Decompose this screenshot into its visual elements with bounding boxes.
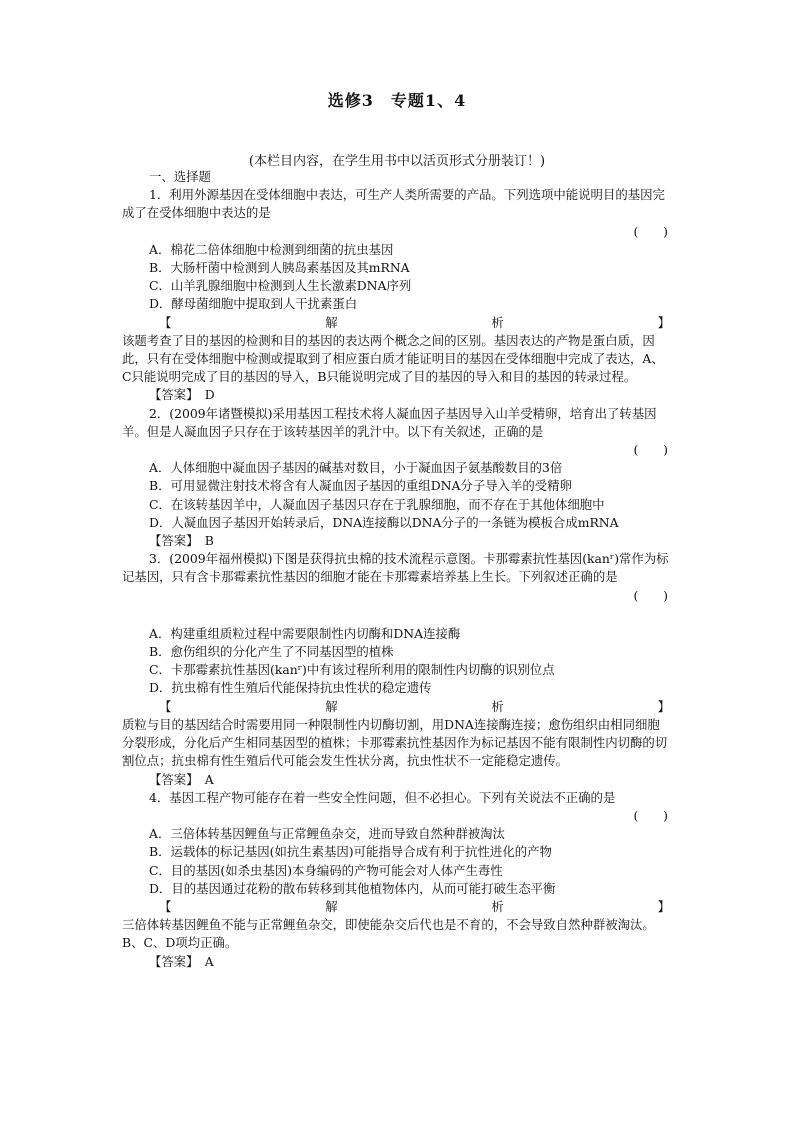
option: A．三倍体转基因鲤鱼与正常鲤鱼杂交，进而导致自然种群被淘汰 bbox=[149, 826, 505, 842]
answer-blank: ( ) bbox=[633, 807, 668, 823]
question-4-analysis: 三倍体转基因鲤鱼不能与正常鲤鱼杂交，即使能杂交后代也是不育的，不会导致自然种群被淘汰。B、C、D项均正确。 bbox=[122, 917, 655, 951]
option: C．在该转基因羊中，人凝血因子基因只存在于乳腺细胞，而不存在于其他体细胞中 bbox=[149, 496, 605, 512]
bracket-left: 【 bbox=[159, 314, 172, 330]
option: A．棉花二倍体细胞中检测到细菌的抗虫基因 bbox=[149, 241, 394, 257]
answer-blank: ( ) bbox=[633, 587, 668, 603]
question-4-stem: 4．基因工程产物可能存在着一些安全性问题，但不必担心。下列有关说法不正确的是 bbox=[149, 789, 616, 805]
bracket-left: 【 bbox=[159, 698, 172, 714]
question-1-analysis: 该题考查了目的基因的检测和目的基因的表达两个概念之间的区别。基因表达的产物是蛋白质，因此，只有在受体细胞中检测或提取到了相应蛋白质才能证明目的基因在受体细胞中完成了表达，A、C只能说明完成了目的基因的导入，B只能说明完成了目的基因的导入和目的基因的转录过程。 bbox=[122, 332, 664, 385]
binding-note: (本栏目内容，在学生用书中以活页形式分册装订！) bbox=[248, 154, 546, 169]
bracket-right: 】 bbox=[657, 314, 670, 330]
option: A．构建重组质粒过程中需要限制性内切酶和DNA连接酶 bbox=[149, 625, 461, 641]
option: D．抗虫棉有性生殖后代能保持抗虫性状的稳定遗传 bbox=[149, 680, 432, 696]
question-2-stem: 2．(2009年诸暨模拟)采用基因工程技术将人凝血因子基因导入山羊受精卵，培育出了转基因羊。但是人凝血因子只存在于该转基因羊的乳汁中。以下有关叙述，正确的是 bbox=[122, 405, 657, 439]
analysis-heading bbox=[122, 898, 670, 916]
option: B．愈伤组织的分化产生了不同基因型的植株 bbox=[149, 644, 394, 660]
analysis-char-1: 解 bbox=[325, 898, 338, 914]
bracket-right: 】 bbox=[657, 698, 670, 714]
answer-blank: ( ) bbox=[633, 442, 668, 458]
answer-label: 【答案】 bbox=[149, 533, 193, 549]
document-body bbox=[122, 168, 670, 971]
question-1-stem: 1．利用外源基因在受体细胞中表达，可生产人类所需要的产品。下列选项中能说明目的基因完成了在受体细胞中表达的是 bbox=[122, 187, 665, 221]
question-3-analysis: 质粒与目的基因结合时需要用同一种限制性内切酶切割，用DNA连接酶连接；愈伤组织由相同细胞分裂形成，分化后产生相同基因型的植株；卡那霉素抗性基因作为标记基因不能有限制性内切酶的切割位点；抗虫棉有性生殖后代可能会发生性状分离，抗虫性状不一定能稳定遗传。 bbox=[122, 716, 668, 769]
option: C．山羊乳腺细胞中检测到人生长激素DNA序列 bbox=[149, 278, 412, 294]
section-heading: 一、选择题 bbox=[149, 169, 211, 184]
question-1-answer bbox=[122, 386, 670, 404]
page-title: 选修3 专题1、4 bbox=[327, 91, 467, 110]
question-2-answer bbox=[122, 532, 670, 550]
option: C．目的基因(如杀虫基因)本身编码的产物可能会对人体产生毒性 bbox=[149, 862, 503, 878]
option: D．酵母菌细胞中提取到人干扰素蛋白 bbox=[149, 296, 358, 312]
option: D．目的基因通过花粉的散布转移到其他植物体内，从而可能打破生态平衡 bbox=[149, 880, 556, 896]
option: B．大肠杆菌中检测到人胰岛素基因及其mRNA bbox=[149, 260, 410, 276]
question-3-stem: 3．(2009年福州模拟)下图是获得抗虫棉的技术流程示意图。卡那霉素抗性基因(kanʳ)常作为标记基因，只有含卡那霉素抗性基因的细胞才能在卡那霉素培养基上生长。下列叙述正确的是 bbox=[122, 551, 669, 585]
option: C．卡那霉素抗性基因(kanʳ)中有该过程所利用的限制性内切酶的识别位点 bbox=[149, 662, 555, 678]
answer-value: B bbox=[204, 533, 214, 549]
answer-label: 【答案】 bbox=[149, 771, 193, 787]
analysis-heading bbox=[122, 314, 670, 332]
bracket-right: 】 bbox=[657, 898, 670, 914]
question-3-answer bbox=[122, 771, 670, 789]
option: B．运载体的标记基因(如抗生素基因)可能指导合成有利于抗性进化的产物 bbox=[149, 844, 552, 860]
answer-blank: ( ) bbox=[633, 223, 668, 239]
analysis-char-2: 析 bbox=[491, 698, 504, 714]
analysis-char-2: 析 bbox=[491, 898, 504, 914]
answer-label: 【答案】 bbox=[149, 953, 193, 969]
analysis-char-1: 解 bbox=[325, 698, 338, 714]
question-4-answer bbox=[122, 953, 670, 971]
answer-label: 【答案】 bbox=[149, 387, 193, 403]
option: D．人凝血因子基因开始转录后，DNA连接酶以DNA分子的一条链为模板合成mRNA bbox=[149, 514, 619, 530]
option: B．可用显微注射技术将含有人凝血因子基因的重组DNA分子导入羊的受精卵 bbox=[149, 478, 572, 494]
answer-value: A bbox=[204, 771, 214, 787]
option: A．人体细胞中凝血因子基因的碱基对数目，小于凝血因子氨基酸数目的3倍 bbox=[149, 460, 563, 476]
analysis-char-1: 解 bbox=[325, 314, 338, 330]
analysis-heading bbox=[122, 698, 670, 716]
bracket-left: 【 bbox=[159, 898, 172, 914]
answer-value: D bbox=[204, 387, 215, 403]
answer-value: A bbox=[204, 953, 214, 969]
figure-gap bbox=[122, 605, 670, 625]
analysis-char-2: 析 bbox=[491, 314, 504, 330]
